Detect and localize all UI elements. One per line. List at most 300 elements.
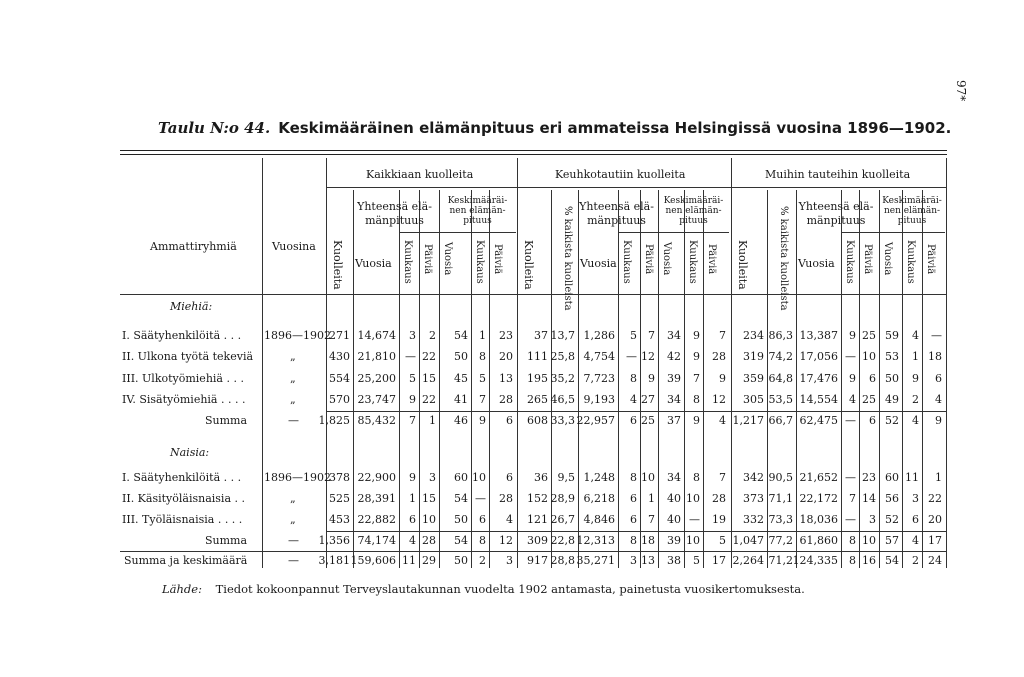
table-cell: 9 — [849, 329, 856, 342]
col-rule — [353, 190, 354, 294]
row-years: „ — [290, 513, 296, 526]
table-cell: 8 — [630, 471, 637, 484]
table-cell: 265 — [527, 393, 548, 406]
table-cell: 9 — [912, 372, 919, 385]
sum-rule — [326, 411, 946, 412]
section-label-naisia: Naisia: — [170, 446, 210, 459]
header-keskimaarainen: Keskimääräi- nen elämän- pituus — [663, 196, 724, 226]
table-cell: 74,2 — [768, 350, 793, 363]
table-cell: 525 — [329, 492, 350, 505]
header-vuosia: Vuosia — [882, 242, 893, 276]
header-bottom-rule — [120, 294, 946, 295]
table-cell: 25 — [862, 393, 876, 406]
table-cell: 34 — [667, 471, 681, 484]
table-cell: 59 — [885, 329, 899, 342]
header-kuolleita: Kuolleita — [522, 240, 535, 290]
table-label: Taulu N:o 44. — [158, 119, 271, 137]
table-cell: 1 — [935, 471, 942, 484]
col-rule — [517, 158, 518, 568]
table-cell: 50 — [885, 372, 899, 385]
table-cell: 52 — [885, 513, 899, 526]
table-cell: 9 — [648, 372, 655, 385]
header-paivia: Päiviä — [492, 244, 503, 275]
table-cell: 27 — [641, 393, 655, 406]
table-cell: 121 — [527, 513, 548, 526]
table-cell: 6 — [630, 414, 637, 427]
table-cell: 2 — [479, 554, 486, 567]
table-cell: 12 — [499, 534, 513, 547]
col-rule — [796, 190, 797, 294]
table-cell: 4 — [849, 393, 856, 406]
table-cell: 359 — [743, 372, 764, 385]
col-rule — [578, 190, 579, 294]
table-cell: 8 — [693, 471, 700, 484]
table-cell: 38 — [667, 554, 681, 567]
table-cell: 71,1 — [768, 492, 793, 505]
table-cell: 10 — [641, 471, 655, 484]
table-cell: 53 — [885, 350, 899, 363]
group-header-all: Kaikkiaan kuolleita — [366, 168, 474, 181]
table-cell: 12 — [641, 350, 655, 363]
sub-rule — [658, 232, 729, 233]
table-cell: 3 — [409, 329, 416, 342]
table-cell: 54 — [454, 492, 468, 505]
table-cell: 309 — [527, 534, 548, 547]
table-cell: 8 — [630, 534, 637, 547]
sub-rule — [618, 232, 658, 233]
table-cell: 62,475 — [799, 414, 838, 427]
table-cell: 41 — [454, 393, 468, 406]
group-header-other: Muihin tauteihin kuolleita — [765, 168, 911, 181]
row-label: II. Käsityöläisnaisia . . — [122, 492, 245, 505]
table-cell: 28,391 — [357, 492, 396, 505]
table-cell: 24 — [928, 554, 942, 567]
table-cell: 10 — [422, 513, 436, 526]
table-cell: 15 — [422, 372, 436, 385]
row-years: — — [288, 554, 299, 567]
table-cell: 7,723 — [583, 372, 615, 385]
row-label: I. Säätyhenkilöitä . . . — [122, 329, 242, 342]
table-cell: 25,200 — [357, 372, 396, 385]
table-cell: 18,036 — [799, 513, 838, 526]
table-cell: 4 — [630, 393, 637, 406]
table-cell: 9 — [693, 350, 700, 363]
table-cell: 61,860 — [799, 534, 838, 547]
header-vuosina: Vuosina — [272, 240, 316, 253]
table-cell: 7 — [849, 492, 856, 505]
table-cell: 917 — [527, 554, 548, 567]
row-label: I. Säätyhenkilöitä . . . — [122, 471, 242, 484]
sub-rule — [439, 232, 516, 233]
header-paivia: Päiviä — [862, 244, 873, 275]
table-cell: 10 — [472, 471, 486, 484]
row-label: III. Työläisnaisia . . . . — [122, 513, 243, 526]
header-kuukaus: Kuukaus — [687, 240, 698, 284]
table-cell: 37 — [667, 414, 681, 427]
table-cell: 17,056 — [799, 350, 838, 363]
header-kuolleita: Kuolleita — [331, 240, 344, 290]
source-text: Tiedot kokoonpannut Terveyslautakunnan vuodelta 1902 antamasta, painetusta vuosikertomuksesta. — [215, 582, 805, 596]
header-paivia: Päiviä — [925, 244, 936, 275]
table-cell: 152 — [527, 492, 548, 505]
table-cell: 1 — [409, 492, 416, 505]
table-cell: 6 — [935, 372, 942, 385]
table-cell: 15 — [422, 492, 436, 505]
table-cell: 5 — [630, 329, 637, 342]
header-vuosia: Vuosia — [798, 257, 835, 270]
table-cell: 46 — [454, 414, 468, 427]
header-kuolleita: Kuolleita — [736, 240, 749, 290]
header-keskimaarainen: Keskimääräi- nen elämän- pituus — [882, 196, 942, 226]
grand-total-rule — [120, 551, 946, 552]
table-cell: 14,674 — [357, 329, 396, 342]
header-yhteensa: Yhteensä elä- mänpituus — [357, 200, 432, 227]
table-cell: 22 — [422, 350, 436, 363]
table-cell: 159,606 — [350, 554, 396, 567]
table-cell: 77,2 — [768, 534, 793, 547]
table-cell: 35,2 — [550, 372, 575, 385]
table-cell: 4 — [409, 534, 416, 547]
table-cell: 6 — [506, 471, 513, 484]
table-cell: 90,5 — [768, 471, 793, 484]
table-cell: 1,047 — [732, 534, 764, 547]
table-cell: 22,8 — [550, 534, 575, 547]
table-cell: 11 — [905, 471, 919, 484]
source-note — [162, 582, 805, 596]
table-cell: — — [845, 350, 856, 363]
table-cell: 28 — [422, 534, 436, 547]
table-cell: 71,2 — [768, 554, 793, 567]
table-cell: 46,5 — [550, 393, 575, 406]
table-cell: 9 — [409, 393, 416, 406]
table-cell: 12 — [712, 393, 726, 406]
row-years: „ — [290, 350, 296, 363]
table-cell: 22,957 — [576, 414, 615, 427]
row-years: 1896—1902 — [264, 471, 331, 484]
header-yhteensa: Yhteensä elä- mänpituus — [798, 200, 874, 227]
table-cell: 2 — [912, 393, 919, 406]
row-label: III. Ulkotyömiehiä . . . — [122, 372, 244, 385]
table-cell: 6 — [630, 492, 637, 505]
table-cell: 3 — [429, 471, 436, 484]
table-cell: 28,9 — [550, 492, 575, 505]
table-cell: 74,174 — [357, 534, 396, 547]
table-cell: 34 — [667, 329, 681, 342]
table-cell: 7 — [479, 393, 486, 406]
table-cell: 4,846 — [583, 513, 615, 526]
table-cell: 4 — [506, 513, 513, 526]
table-cell: 26,7 — [550, 513, 575, 526]
table-cell: 50 — [454, 350, 468, 363]
col-rule — [731, 158, 732, 568]
table-cell: 7 — [409, 414, 416, 427]
table-cell: 13 — [499, 372, 513, 385]
table-cell: 25 — [862, 329, 876, 342]
table-cell: 6 — [912, 513, 919, 526]
header-percent: % kaikista kuolleista — [778, 206, 789, 311]
table-cell: 54 — [454, 329, 468, 342]
header-vuosia: Vuosia — [355, 257, 392, 270]
table-cell: 29 — [422, 554, 436, 567]
row-years: „ — [290, 372, 296, 385]
table-cell: 5 — [479, 372, 486, 385]
table-cell: 28,8 — [550, 554, 575, 567]
col-rule — [439, 190, 440, 294]
col-rule — [262, 158, 263, 568]
row-years: „ — [290, 492, 296, 505]
table-cell: 1,248 — [583, 471, 615, 484]
table-cell: — — [931, 329, 942, 342]
table-cell: 378 — [329, 471, 350, 484]
table-cell: 28 — [499, 393, 513, 406]
table-cell: 23 — [862, 471, 876, 484]
table-cell: 39 — [667, 534, 681, 547]
sum-rule — [326, 531, 946, 532]
table-cell: 7 — [719, 329, 726, 342]
col-rule — [326, 158, 327, 568]
table-cell: 4 — [912, 414, 919, 427]
table-cell: 7 — [648, 513, 655, 526]
header-kuukaus: Kuukaus — [402, 240, 413, 284]
header-kuukaus: Kuukaus — [844, 240, 855, 284]
table-cell: 4 — [912, 329, 919, 342]
table-cell: 13 — [641, 554, 655, 567]
table-cell: 608 — [527, 414, 548, 427]
table-cell: 9 — [693, 414, 700, 427]
table-cell: 22,172 — [799, 492, 838, 505]
top-rule-thin — [120, 154, 947, 155]
table-cell: 7 — [648, 329, 655, 342]
table-cell: 10 — [862, 350, 876, 363]
table-cell: 22 — [422, 393, 436, 406]
table-cell: 3 — [506, 554, 513, 567]
table-cell: 23 — [499, 329, 513, 342]
table-cell: 9,5 — [557, 471, 575, 484]
table-cell: 8 — [479, 534, 486, 547]
table-cell: 23,747 — [357, 393, 396, 406]
table-cell: 6 — [630, 513, 637, 526]
table-cell: 19 — [712, 513, 726, 526]
table-cell: 319 — [743, 350, 764, 363]
table-cell: 7 — [719, 471, 726, 484]
table-cell: 86,3 — [768, 329, 793, 342]
table-cell: 8 — [630, 372, 637, 385]
table-cell: 9 — [409, 471, 416, 484]
table-cell: 12,313 — [576, 534, 615, 547]
table-cell: 4 — [935, 393, 942, 406]
table-title — [158, 119, 951, 137]
table-cell: 8 — [849, 534, 856, 547]
table-cell: 22,900 — [357, 471, 396, 484]
sub-rule — [399, 232, 439, 233]
table-cell: 332 — [743, 513, 764, 526]
table-cell: 40 — [667, 492, 681, 505]
table-cell: 60 — [454, 471, 468, 484]
table-cell: 21,810 — [357, 350, 396, 363]
table-cell: 570 — [329, 393, 350, 406]
table-cell: 1,286 — [583, 329, 615, 342]
table-cell: 22 — [928, 492, 942, 505]
table-cell: 57 — [885, 534, 899, 547]
table-cell: 1 — [429, 414, 436, 427]
table-cell: 6 — [409, 513, 416, 526]
table-cell: 2 — [912, 554, 919, 567]
table-cell: 17 — [712, 554, 726, 567]
table-cell: — — [626, 350, 637, 363]
header-kuukaus: Kuukaus — [621, 240, 632, 284]
table-cell: 21,652 — [799, 471, 838, 484]
table-cell: 9 — [935, 414, 942, 427]
row-years: — — [288, 534, 299, 547]
table-cell: 9,193 — [583, 393, 615, 406]
row-years: „ — [290, 393, 296, 406]
header-vuosia: Vuosia — [580, 257, 617, 270]
table-cell: 17,476 — [799, 372, 838, 385]
table-cell: 17 — [928, 534, 942, 547]
source-label: Lähde: — [162, 582, 202, 596]
table-cell: 34 — [667, 393, 681, 406]
table-cell: 64,8 — [768, 372, 793, 385]
table-cell: 305 — [743, 393, 764, 406]
table-cell: 18 — [928, 350, 942, 363]
table-cell: — — [689, 513, 700, 526]
table-cell: 73,3 — [768, 513, 793, 526]
table-cell: 49 — [885, 393, 899, 406]
table-cell: 124,335 — [792, 554, 838, 567]
table-cell: 16 — [862, 554, 876, 567]
table-cell: 13,387 — [799, 329, 838, 342]
table-cell: 271 — [329, 329, 350, 342]
col-rule — [879, 190, 880, 294]
table-cell: 9 — [693, 329, 700, 342]
table-cell: 4,754 — [583, 350, 615, 363]
table-title-text: Keskimääräinen elämänpituus eri ammateissa Helsingissä vuosina 1896—1902. — [278, 119, 952, 137]
table-cell: 10 — [862, 534, 876, 547]
header-yhteensa: Yhteensä elä- mänpituus — [579, 200, 654, 227]
header-paivia: Päiviä — [706, 244, 717, 275]
table-cell: 66,7 — [768, 414, 793, 427]
table-cell: 8 — [849, 554, 856, 567]
table-cell: 28 — [499, 492, 513, 505]
table-cell: 5 — [719, 534, 726, 547]
table-cell: 1,356 — [318, 534, 350, 547]
table-cell: 111 — [527, 350, 548, 363]
header-ammattiryhmia: Ammattiryhmiä — [150, 240, 237, 253]
table-cell: 28 — [712, 350, 726, 363]
sum-label: Summa — [205, 414, 248, 427]
table-cell: 56 — [885, 492, 899, 505]
table-cell: 8 — [479, 350, 486, 363]
header-percent: % kaikista kuolleista — [562, 206, 573, 311]
table-cell: — — [845, 414, 856, 427]
table-cell: 4 — [719, 414, 726, 427]
table-cell: 5 — [693, 554, 700, 567]
page-number: 97* — [954, 80, 968, 102]
table-cell: 1,825 — [318, 414, 350, 427]
table-cell: 6,218 — [583, 492, 615, 505]
table-cell: 52 — [885, 414, 899, 427]
table-cell: 3,181 — [318, 554, 350, 567]
table-cell: 2,264 — [732, 554, 764, 567]
table-cell: 42 — [667, 350, 681, 363]
table-cell: 9 — [479, 414, 486, 427]
header-keskimaarainen: Keskimääräi- nen elämän- pituus — [447, 196, 508, 226]
table-cell: 2 — [429, 329, 436, 342]
header-vuosia: Vuosia — [442, 242, 453, 276]
table-cell: 85,432 — [357, 414, 396, 427]
table-cell: 25 — [641, 414, 655, 427]
table-cell: 373 — [743, 492, 764, 505]
table-cell: 7 — [693, 372, 700, 385]
table-cell: 35,271 — [576, 554, 615, 567]
table-cell: 3 — [912, 492, 919, 505]
table-cell: 6 — [869, 414, 876, 427]
table-cell: — — [845, 513, 856, 526]
table-cell: — — [845, 471, 856, 484]
table-cell: 6 — [869, 372, 876, 385]
table-cell: 60 — [885, 471, 899, 484]
table-cell: 54 — [885, 554, 899, 567]
table-cell: 40 — [667, 513, 681, 526]
top-rule — [120, 150, 947, 151]
table-cell: 13,7 — [550, 329, 575, 342]
table-cell: 6 — [479, 513, 486, 526]
table-cell: 14,554 — [799, 393, 838, 406]
table-cell: 430 — [329, 350, 350, 363]
table-cell: 1 — [479, 329, 486, 342]
table-cell: 53,5 — [768, 393, 793, 406]
table-cell: 50 — [454, 554, 468, 567]
table-cell: 22,882 — [357, 513, 396, 526]
header-kuukaus: Kuukaus — [905, 240, 916, 284]
col-rule — [946, 158, 947, 568]
table-cell: 3 — [869, 513, 876, 526]
table-cell: 14 — [862, 492, 876, 505]
table-cell: 4 — [912, 534, 919, 547]
table-cell: 9 — [719, 372, 726, 385]
row-label: II. Ulkona työtä tekeviä — [122, 350, 254, 363]
table-cell: — — [475, 492, 486, 505]
table-cell: 8 — [693, 393, 700, 406]
header-vuosia: Vuosia — [661, 242, 672, 276]
header-paivia: Päiviä — [422, 244, 433, 275]
table-cell: 45 — [454, 372, 468, 385]
table-cell: 20 — [928, 513, 942, 526]
sub-rule — [879, 232, 945, 233]
row-label: Summa ja keskimäärä — [124, 554, 248, 567]
table-cell: 11 — [402, 554, 416, 567]
table-cell: 50 — [454, 513, 468, 526]
sub-rule — [841, 232, 879, 233]
table-cell: 6 — [506, 414, 513, 427]
row-years: 1896—1902 — [264, 329, 331, 342]
table-cell: 1 — [912, 350, 919, 363]
col-rule — [658, 190, 659, 294]
table-cell: 28 — [712, 492, 726, 505]
group-header-rule — [326, 187, 946, 188]
header-paivia: Päiviä — [643, 244, 654, 275]
table-cell: 453 — [329, 513, 350, 526]
section-label-miehia: Miehiä: — [170, 300, 213, 313]
table-cell: 554 — [329, 372, 350, 385]
table-cell: 39 — [667, 372, 681, 385]
table-cell: 5 — [409, 372, 416, 385]
table-cell: 10 — [686, 534, 700, 547]
table-cell: 195 — [527, 372, 548, 385]
table-cell: 1 — [648, 492, 655, 505]
group-header-lung: Keuhkotautiin kuolleita — [555, 168, 686, 181]
table-cell: — — [405, 350, 416, 363]
